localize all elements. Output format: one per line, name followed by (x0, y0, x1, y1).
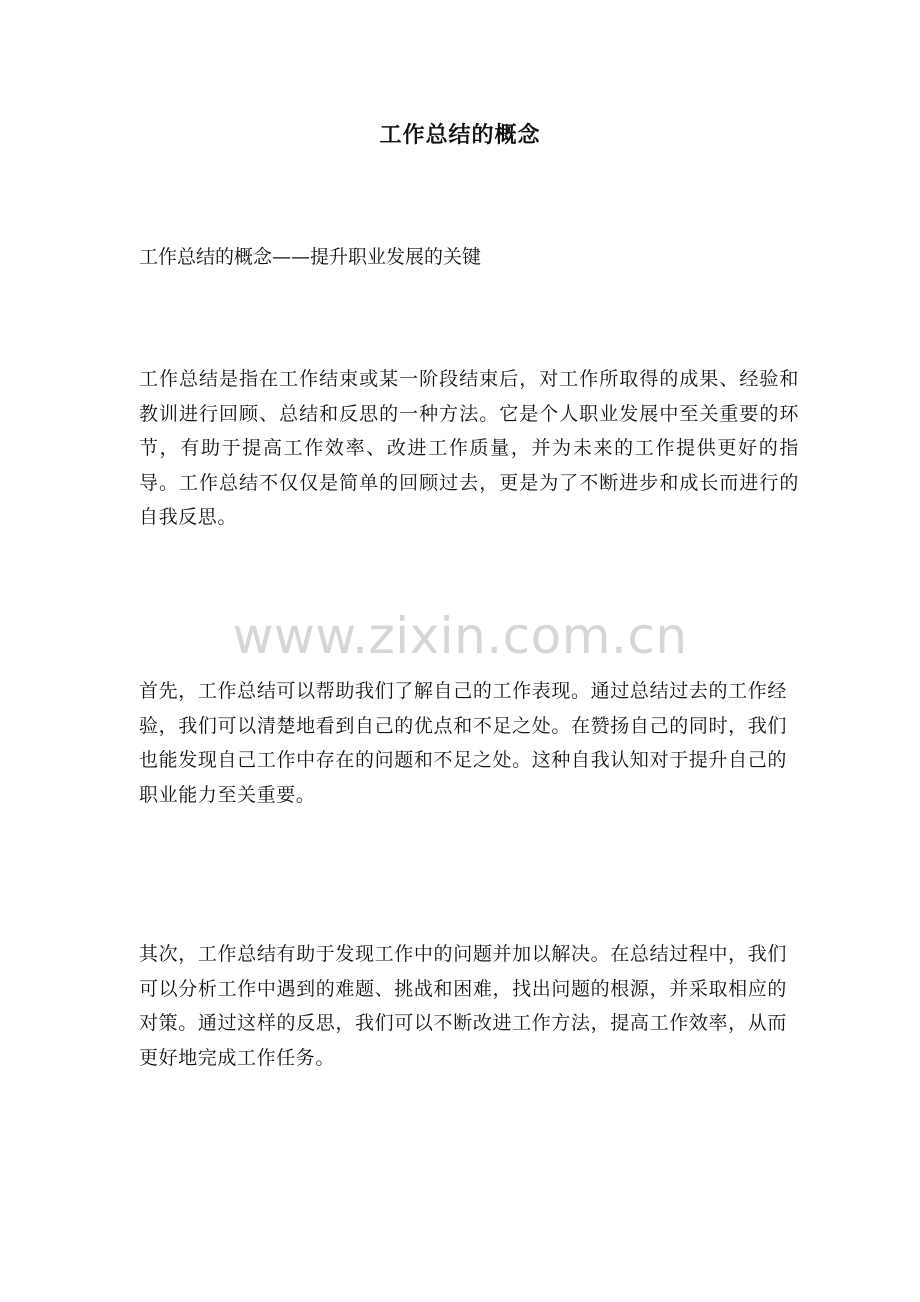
paragraph-first-point: 首先，工作总结可以帮助我们了解自己的工作表现。通过总结过去的工作经验，我们可以清楚地看到自己的优点和不足之处。在赞扬自己的同时，我们也能发现自己工作中存在的问题和不足之处。这种自我认知对于提升自己的职业能力至关重要。 (139, 680, 787, 806)
paragraph-second-point: 其次，工作总结有助于发现工作中的问题并加以解决。在总结过程中，我们可以分析工作中遇到的难题、挑战和困难，找出问题的根源，并采取相应的对策。通过这样的反思，我们可以不断改进工作方法，提高工作效率，从而更好地完成工作任务。 (139, 943, 787, 1069)
document-subtitle: 工作总结的概念——提升职业发展的关键 (139, 246, 482, 268)
paragraph-definition: 工作总结是指在工作结束或某一阶段结束后，对工作所取得的成果、经验和教训进行回顾、总结和反思的一种方法。它是个人职业发展中至关重要的环节，有助于提高工作效率、改进工作质量，并为未来的工作提供更好的指导。工作总结不仅仅是简单的回顾过去，更是为了不断进步和成长而进行的自我反思。 (139, 368, 799, 529)
document-title: 工作总结的概念 (379, 123, 541, 148)
watermark: www.zixin.com.cn (232, 607, 688, 665)
